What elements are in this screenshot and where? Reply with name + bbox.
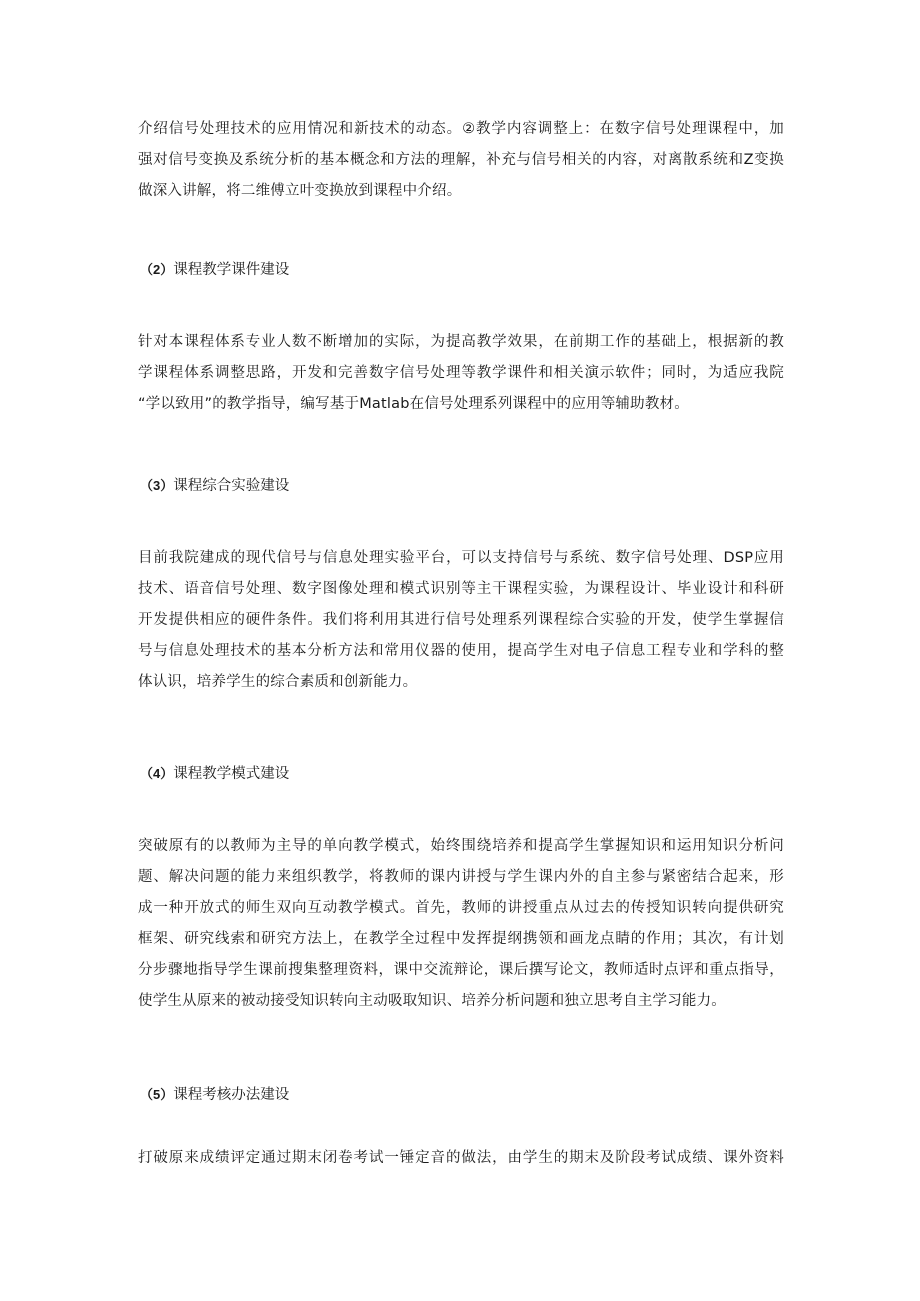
text-line: 突破原有的以教师为主导的单向教学模式，始终围绕培养和提高学生掌握知识和运用知识分析问 <box>138 838 784 854</box>
text-line: 做深入讲解，将二维傅立叶变换放到课程中介绍。 <box>138 183 462 199</box>
text-line: 强对信号变换及系统分析的基本概念和方法的理解，补充与信号相关的内容，对离散系统和Z变换 <box>138 152 784 168</box>
heading-title: 课程教学课件建设 <box>173 262 290 278</box>
section-heading-4 <box>140 763 289 785</box>
text-line: 目前我院建成的现代信号与信息处理实验平台，可以支持信号与系统、数字信号处理、DSP应用 <box>138 550 784 566</box>
text-line: 开发提供相应的硬件条件。我们将利用其进行信号处理系列课程综合实验的开发，使学生掌握信 <box>138 612 784 628</box>
section-heading-3 <box>140 475 289 497</box>
text-line: 学课程体系调整思路，开发和完善数字信号处理等教学课件和相关演示软件；同时，为适应我院 <box>138 365 784 381</box>
text-line: 框架、研究线索和研究方法上，在教学全过程中发挥提纲携领和画龙点睛的作用；其次，有计划 <box>138 931 784 947</box>
text-line: 技术、语音信号处理、数字图像处理和模式识别等主干课程实验，为课程设计、毕业设计和科研 <box>138 581 784 597</box>
text-line: 使学生从原来的被动接受知识转向主动吸取知识、培养分析问题和独立思考自主学习能力。 <box>138 993 726 1009</box>
heading-number: （4） <box>140 766 174 781</box>
heading-number: （5） <box>140 1087 174 1102</box>
text-line: 体认识，培养学生的综合素质和创新能力。 <box>138 674 418 690</box>
section-heading-5 <box>140 1084 289 1106</box>
heading-title: 课程教学模式建设 <box>173 766 290 782</box>
paragraph-experiment <box>138 543 784 698</box>
heading-number: （3） <box>140 478 174 493</box>
text-line: 针对本课程体系专业人数不断增加的实际，为提高教学效果，在前期工作的基础上，根据新的教 <box>138 334 784 350</box>
text-line: 分步骤地指导学生课前搜集整理资料，课中交流辩论，课后撰写论文，教师适时点评和重点指导， <box>138 962 784 978</box>
paragraph-courseware <box>138 327 784 420</box>
paragraph-teaching-content <box>138 114 784 207</box>
paragraph-assessment <box>138 1143 784 1174</box>
paragraph-teaching-mode <box>138 831 784 1017</box>
text-line: 打破原来成绩评定通过期末闭卷考试一锤定音的做法，由学生的期末及阶段考试成绩、课外资料 <box>138 1150 784 1166</box>
text-line: 介绍信号处理技术的应用情况和新技术的动态。②教学内容调整上：在数字信号处理课程中，加 <box>138 121 784 137</box>
heading-number: （2） <box>140 262 174 277</box>
text-line: 题、解决问题的能力来组织教学，将教师的课内讲授与学生课内外的自主参与紧密结合起来，形 <box>138 869 784 885</box>
heading-title: 课程综合实验建设 <box>173 478 290 494</box>
section-heading-2 <box>140 259 289 281</box>
text-line: “学以致用”的教学指导，编写基于Matlab在信号处理系列课程中的应用等辅助教材。 <box>138 396 689 412</box>
heading-title: 课程考核办法建设 <box>173 1087 290 1103</box>
text-line: 号与信息处理技术的基本分析方法和常用仪器的使用，提高学生对电子信息工程专业和学科的整 <box>138 643 784 659</box>
text-line: 成一种开放式的师生双向互动教学模式。首先，教师的讲授重点从过去的传授知识转向提供研究 <box>138 900 784 916</box>
